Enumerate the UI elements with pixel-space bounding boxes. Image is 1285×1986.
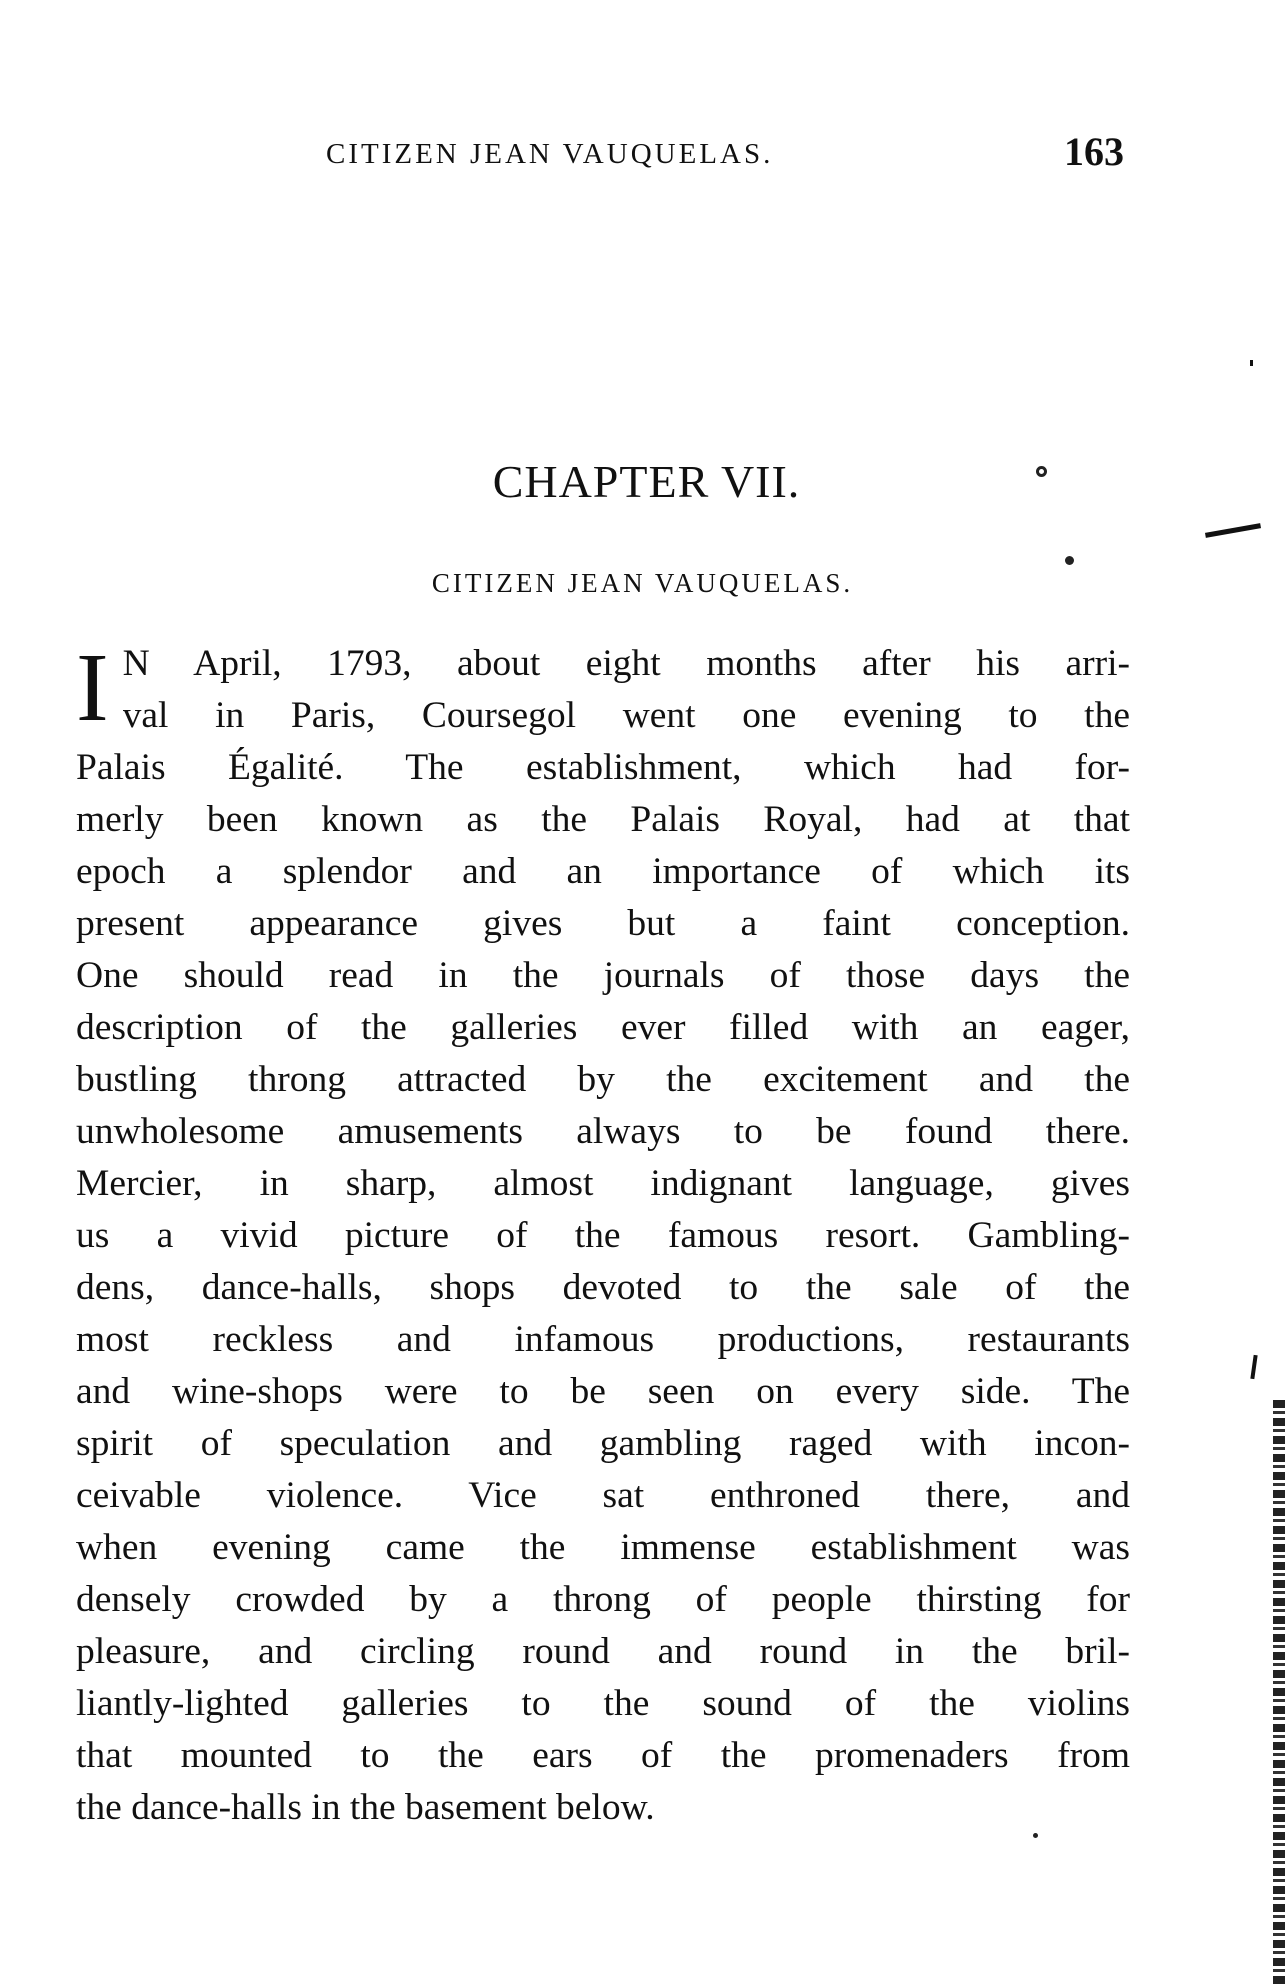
- text-line: unwholesome amusements always to be found there.: [76, 1111, 1130, 1152]
- text-line: val in Paris, Coursegol went one evening to the: [122, 695, 1130, 736]
- text-line: One should read in the journals of those days the: [76, 955, 1130, 996]
- text-line: description of the galleries ever filled with an eager,: [76, 1007, 1130, 1048]
- text-line: that mounted to the ears of the promenaders from: [76, 1735, 1130, 1776]
- text-line: most reckless and infamous productions, restaurants: [76, 1319, 1130, 1360]
- page-number: 163: [1064, 129, 1124, 174]
- scan-speck: [1033, 1833, 1038, 1838]
- text-line: when evening came the immense establishment was: [76, 1527, 1130, 1568]
- opening-lines: [76, 634, 1130, 742]
- chapter-subtitle: CITIZEN JEAN VAUQUELAS.: [431, 568, 854, 598]
- scan-smudge: [1205, 523, 1261, 538]
- text-line: ceivable violence. Vice sat enthroned there, and: [76, 1475, 1130, 1516]
- scan-speck: [1065, 556, 1074, 565]
- body-paragraph: [76, 634, 1130, 1834]
- chapter-title-text: CHAPTER VII.: [492, 456, 801, 507]
- drop-cap: I: [76, 634, 109, 742]
- text-line: epoch a splendor and an importance of which its: [76, 851, 1130, 892]
- text-line: present appearance gives but a faint conception.: [76, 903, 1130, 944]
- text-line: and wine-shops were to be seen on every side. The: [76, 1371, 1130, 1412]
- scan-smudge: [1250, 1355, 1257, 1379]
- text-line: bustling throng attracted by the excitement and the: [76, 1059, 1130, 1100]
- running-head: CITIZEN JEAN VAUQUELAS.: [326, 138, 774, 170]
- scan-smudge: [1250, 360, 1253, 366]
- page-edge-shadow: [1273, 1400, 1285, 1986]
- text-line: us a vivid picture of the famous resort. Gambling-: [76, 1215, 1130, 1256]
- text-line: dens, dance-halls, shops devoted to the sale of the: [76, 1267, 1130, 1308]
- text-line: pleasure, and circling round and round in the bril-: [76, 1631, 1130, 1672]
- chapter-title: [0, 455, 1285, 508]
- text-line: liantly-lighted galleries to the sound of the violins: [76, 1683, 1130, 1724]
- text-line: the dance-halls in the basement below.: [76, 1787, 655, 1828]
- text-line: Palais Égalité. The establishment, which had for-: [76, 747, 1130, 788]
- text-line: densely crowded by a throng of people thirsting for: [76, 1579, 1130, 1620]
- text-line: spirit of speculation and gambling raged with incon-: [76, 1423, 1130, 1464]
- scan-speck: [1036, 466, 1047, 477]
- text-line: merly been known as the Palais Royal, had at that: [76, 799, 1130, 840]
- text-line: Mercier, in sharp, almost indignant language, gives: [76, 1163, 1130, 1204]
- text-line: N April, 1793, about eight months after his arri-: [122, 643, 1130, 684]
